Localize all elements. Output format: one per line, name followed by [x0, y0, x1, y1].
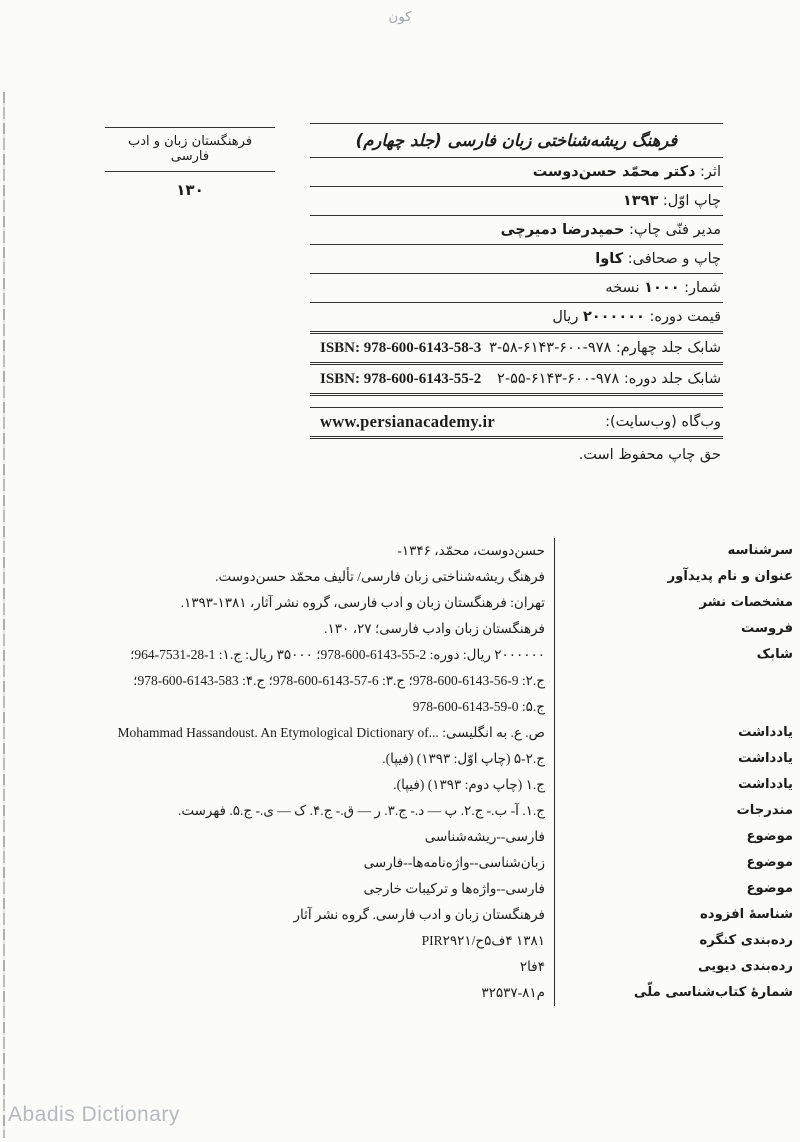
row-value: حمیدرضا دمیرچی — [500, 222, 625, 238]
row-value: دکتر محمّد حسن‌دوست — [532, 164, 696, 180]
catalog-field-label: رده‌بندی دیویی — [554, 954, 793, 980]
row-value: ۹۷۸-۶۰۰-۶۱۴۳-۵۸-۳ — [489, 340, 612, 356]
catalog-value — [105, 824, 554, 850]
catalog-line: ۱۳۸۱ ۴ف۵ح/PIR۲۹۲۱ — [421, 933, 545, 948]
catalog-value — [105, 798, 554, 824]
colophon-table — [310, 123, 723, 469]
colophon-row — [310, 215, 723, 244]
row-value: ۱۰۰۰ — [644, 280, 680, 296]
catalog-value — [105, 902, 554, 928]
catalog-line: فرهنگ ریشه‌شناختی زبان فارسی/ تألیف محمّد حسن‌دوست. — [215, 569, 545, 584]
catalog-entry — [105, 616, 793, 642]
watermark: Abadis Dictionary — [8, 1103, 180, 1126]
colophon-row — [310, 362, 723, 393]
catalog-entry — [105, 538, 793, 564]
catalog-field-label: شابک — [554, 642, 793, 720]
catalog-entry — [105, 928, 793, 954]
copyright-note: حق چاپ محفوظ است. — [310, 436, 723, 469]
row-suffix: ریال — [552, 309, 579, 325]
catalog-field-label: موضوع — [554, 824, 793, 850]
colophon-row — [310, 244, 723, 273]
row-label: قیمت دوره: — [649, 309, 721, 325]
colophon-row — [310, 157, 723, 186]
catalog-entry — [105, 642, 793, 720]
website-url: www.persianacademy.ir — [320, 412, 495, 431]
catalog-entry — [105, 980, 793, 1006]
catalog-line: فرهنگستان زبان وادب فارسی؛ ۲۷، ۱۳۰. — [324, 621, 545, 636]
catalog-line: فارسی--واژه‌ها و ترکیبات خارجی — [363, 881, 545, 896]
catalog-value — [105, 720, 554, 746]
catalog-line: فارسی--ریشه‌شناسی — [424, 829, 545, 844]
row-value: ۹۷۸-۶۰۰-۶۱۴۳-۵۵-۲ — [497, 371, 620, 387]
catalog-line: ج.۱ (چاپ دوم: ۱۳۹۳) (فیپا). — [393, 777, 545, 792]
row-label: چاپ و صحافی: — [627, 251, 721, 267]
catalog-entry — [105, 590, 793, 616]
row-label: اثر: — [700, 164, 721, 180]
isbn-latin: ISBN: 978-600-6143-55-2 — [320, 371, 482, 387]
row-value: کاوا — [595, 251, 624, 267]
row-value: ۱۳۹۳ — [622, 193, 659, 209]
row-suffix: نسخه — [605, 280, 640, 296]
catalog-entry — [105, 798, 793, 824]
website-row — [310, 407, 723, 436]
catalog-field-label: شمارۀ کتاب‌شناسی ملّی — [554, 980, 793, 1006]
colophon-row — [310, 186, 723, 215]
catalog-value — [105, 928, 554, 954]
catalog-line: م۸۱-۳۲۵۳۷ — [481, 985, 545, 1000]
scan-edge-artifact — [3, 92, 5, 1138]
catalog-entry — [105, 720, 793, 746]
catalog-line: ۴فا۲ — [519, 959, 545, 974]
catalog-table — [105, 538, 793, 1006]
colophon-row — [310, 273, 723, 302]
catalog-field-label: فروست — [554, 616, 793, 642]
website-label: وب‌گاه (وب‌سایت): — [605, 414, 721, 430]
catalog-value — [105, 850, 554, 876]
catalog-value — [105, 616, 554, 642]
catalog-field-label: شناسۀ افزوده — [554, 902, 793, 928]
address-block — [310, 393, 723, 407]
catalog-entry — [105, 902, 793, 928]
catalog-value — [105, 590, 554, 616]
catalog-entry — [105, 954, 793, 980]
catalog-value — [105, 876, 554, 902]
catalog-line: ج.۲: ‎978-600-6143-56-9؛ ج.۳: ‎978-600-6143-57-6؛ ج.۴: ‎978-600-6143-583؛ — [133, 673, 545, 688]
row-value: ۲۰۰۰۰۰۰ — [582, 309, 645, 325]
row-label: مدیر فنّی چاپ: — [629, 222, 721, 238]
catalog-field-label: مندرجات — [554, 798, 793, 824]
catalog-value — [105, 564, 554, 590]
catalog-line: حسن‌دوست، محمّد، ۱۳۴۶- — [397, 543, 545, 558]
catalog-entry — [105, 746, 793, 772]
row-label: چاپ اوّل: — [662, 193, 721, 209]
catalog-line: ج.۲-۵ (چاپ اوّل: ۱۳۹۳) (فیپا). — [382, 751, 545, 766]
catalog-field-label: موضوع — [554, 850, 793, 876]
colophon-row — [310, 302, 723, 331]
series-number: ۱۳۰ — [176, 181, 204, 199]
catalog-value — [105, 538, 554, 564]
catalog-entry — [105, 876, 793, 902]
catalog-field-label: یادداشت — [554, 772, 793, 798]
page-note: كون — [388, 9, 412, 25]
row-label: شمار: — [684, 280, 721, 296]
catalog-field-label: رده‌بندی کنگره — [554, 928, 793, 954]
isbn-latin: ISBN: 978-600-6143-58-3 — [320, 340, 482, 356]
catalog-entry — [105, 850, 793, 876]
catalog-entry — [105, 772, 793, 798]
catalog-line: فرهنگستان زبان و ادب فارسی. گروه نشر آثار — [293, 907, 545, 922]
catalog-field-label: یادداشت — [554, 746, 793, 772]
series-org-label: فرهنگستان زبان و ادب فارسی — [105, 127, 275, 172]
catalog-line: ص. ع. به انگلیسی: Mohammad Hassandoust. An Etymological Dictionary of...‎ — [117, 725, 545, 740]
row-label: شابک جلد چهارم: — [615, 340, 721, 356]
colophon-rows — [310, 157, 723, 393]
catalog-line: ۲۰۰۰۰۰۰ ریال: دوره: ‎978-600-6143-55-2؛ ۳۵۰۰۰ ریال: ج.۱: ‎964-7531-28-1؛ — [130, 647, 545, 662]
series-box — [105, 127, 275, 199]
catalog-line: ج.۱. آ- ب.- ج.۲. پ — د.- ج.۳. ر — ق.- ج.۴. ک — ی.- ج.۵. فهرست. — [177, 803, 545, 818]
book-title: فرهنگ ریشه‌شناختی زبان فارسی (جلد چهارم) — [310, 123, 723, 157]
catalog-field-label: یادداشت — [554, 720, 793, 746]
catalog-line: زبان‌شناسی--واژه‌نامه‌ها--فارسی — [363, 855, 545, 870]
row-label: شابک جلد دوره: — [623, 371, 721, 387]
catalog-line: ج.۵: ‎978-600-6143-59-0 — [412, 699, 545, 714]
catalog-value — [105, 954, 554, 980]
catalog-entry — [105, 564, 793, 590]
catalog-entry — [105, 824, 793, 850]
catalog-value — [105, 772, 554, 798]
catalog-value — [105, 980, 554, 1006]
catalog-field-label: سرشناسه — [554, 538, 793, 564]
catalog-value — [105, 642, 554, 720]
colophon-row — [310, 331, 723, 362]
catalog-line: تهران: فرهنگستان زبان و ادب فارسی، گروه نشر آثار، ۱۳۸۱-۱۳۹۳. — [180, 595, 545, 610]
catalog-field-label: عنوان و نام پدیدآور — [554, 564, 793, 590]
catalog-value — [105, 746, 554, 772]
catalog-field-label: موضوع — [554, 876, 793, 902]
catalog-field-label: مشخصات نشر — [554, 590, 793, 616]
